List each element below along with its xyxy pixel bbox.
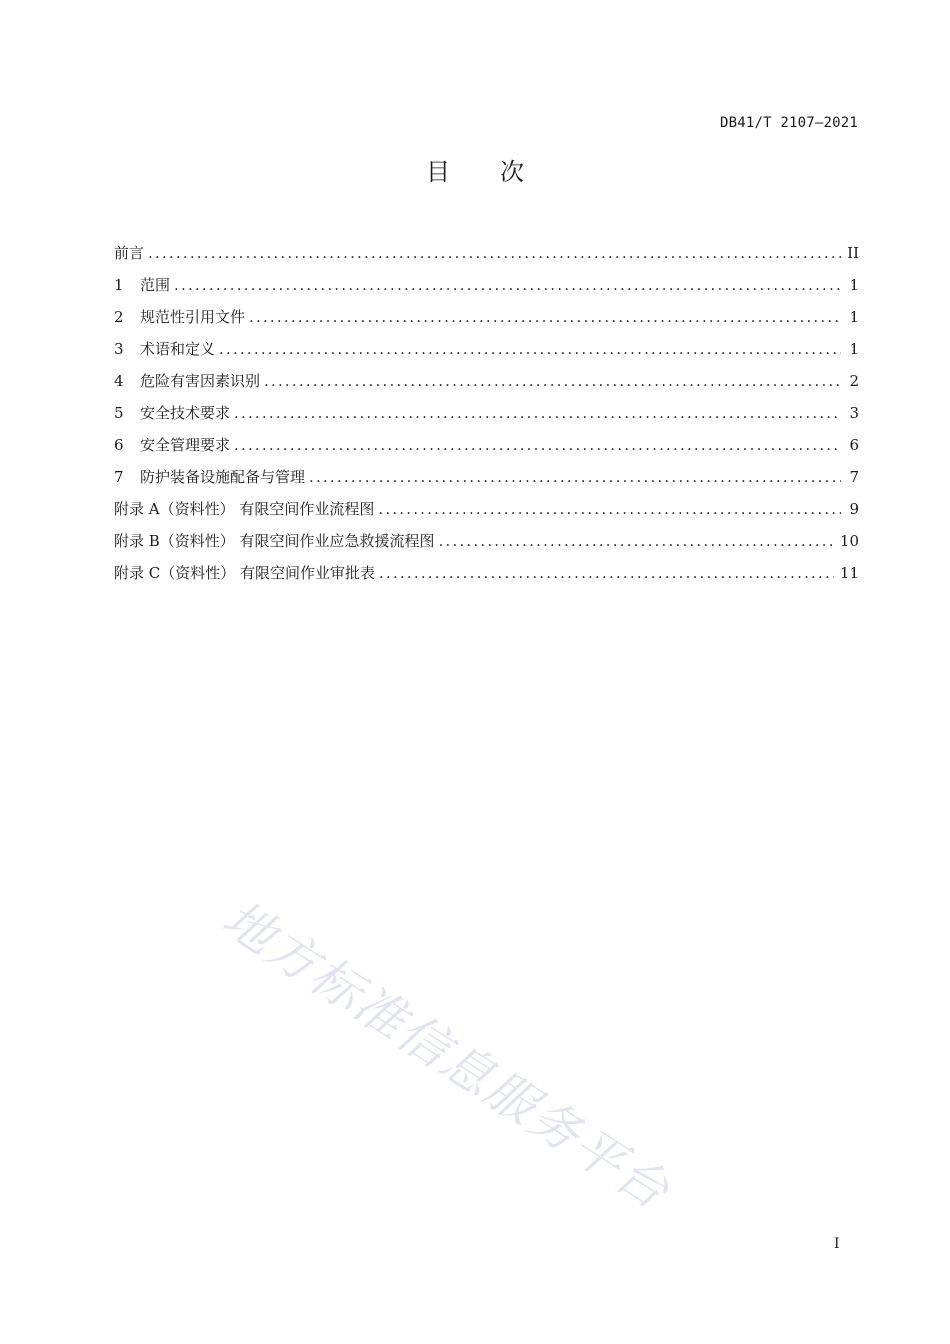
toc-entry-7[interactable] [114, 461, 859, 493]
title-char-1: 目 [426, 158, 450, 186]
toc-leader-dots [234, 397, 841, 429]
toc-leader-dots [249, 301, 841, 333]
toc-leader-dots [309, 461, 841, 493]
toc-entry-page: 9 [849, 500, 859, 518]
toc-entry-number: 3 [114, 340, 124, 358]
toc-entry-label: 防护装备设施配备与管理 [140, 468, 306, 486]
toc-entry-page: 2 [849, 372, 859, 390]
watermark: 地方标准信息服务平台 [212, 889, 681, 1222]
toc-entry-number: 2 [114, 308, 124, 326]
page-title [0, 152, 950, 187]
toc-entry-label: 前言 [114, 244, 145, 262]
toc-entry-page: 10 [839, 532, 859, 550]
toc-entry-6[interactable] [114, 429, 859, 461]
toc-entry-3[interactable] [114, 333, 859, 365]
toc-leader-dots [234, 429, 841, 461]
toc-entry-appendix-b[interactable] [114, 525, 859, 557]
toc-leader-dots [379, 557, 834, 589]
page-number: I [834, 1236, 840, 1252]
toc-leader-dots [174, 269, 841, 301]
toc-entry-label: 范围 [140, 276, 171, 294]
toc-entry-appendix-a[interactable] [114, 493, 859, 525]
toc-entry-5[interactable] [114, 397, 859, 429]
toc-entry-page: 3 [849, 404, 859, 422]
toc-leader-dots [219, 333, 841, 365]
toc-entry-4[interactable] [114, 365, 859, 397]
toc-entry-foreword[interactable] [114, 237, 859, 269]
toc-entry-page: 1 [849, 276, 859, 294]
toc-entry-label: 附录 A（资料性） 有限空间作业流程图 [114, 500, 375, 518]
toc-entry-number: 5 [114, 404, 124, 422]
toc-entry-label: 术语和定义 [140, 340, 216, 358]
toc-entry-page: 1 [849, 340, 859, 358]
toc-entry-page: 7 [849, 468, 859, 486]
table-of-contents [114, 237, 859, 589]
toc-leader-dots [378, 493, 841, 525]
toc-entry-1[interactable] [114, 269, 859, 301]
document-code: DB41/T 2107—2021 [719, 115, 858, 131]
toc-entry-label: 安全技术要求 [140, 404, 231, 422]
toc-entry-page: II [847, 244, 859, 262]
toc-entry-page: 1 [849, 308, 859, 326]
toc-entry-number: 6 [114, 436, 124, 454]
toc-leader-dots [439, 525, 834, 557]
toc-entry-number: 7 [114, 468, 124, 486]
toc-entry-page: 6 [849, 436, 859, 454]
toc-entry-label: 规范性引用文件 [140, 308, 246, 326]
toc-leader-dots [148, 237, 841, 269]
toc-entry-label: 危险有害因素识别 [140, 372, 261, 390]
toc-entry-number: 1 [114, 276, 124, 294]
toc-entry-label: 附录 B（资料性） 有限空间作业应急救援流程图 [114, 532, 435, 550]
title-char-2: 次 [500, 158, 524, 186]
toc-entry-number: 4 [114, 372, 124, 390]
toc-entry-appendix-c[interactable] [114, 557, 859, 589]
toc-entry-page: 11 [839, 564, 859, 582]
toc-leader-dots [264, 365, 841, 397]
toc-entry-label: 安全管理要求 [140, 436, 231, 454]
toc-entry-label: 附录 C（资料性） 有限空间作业审批表 [114, 564, 376, 582]
toc-entry-2[interactable] [114, 301, 859, 333]
